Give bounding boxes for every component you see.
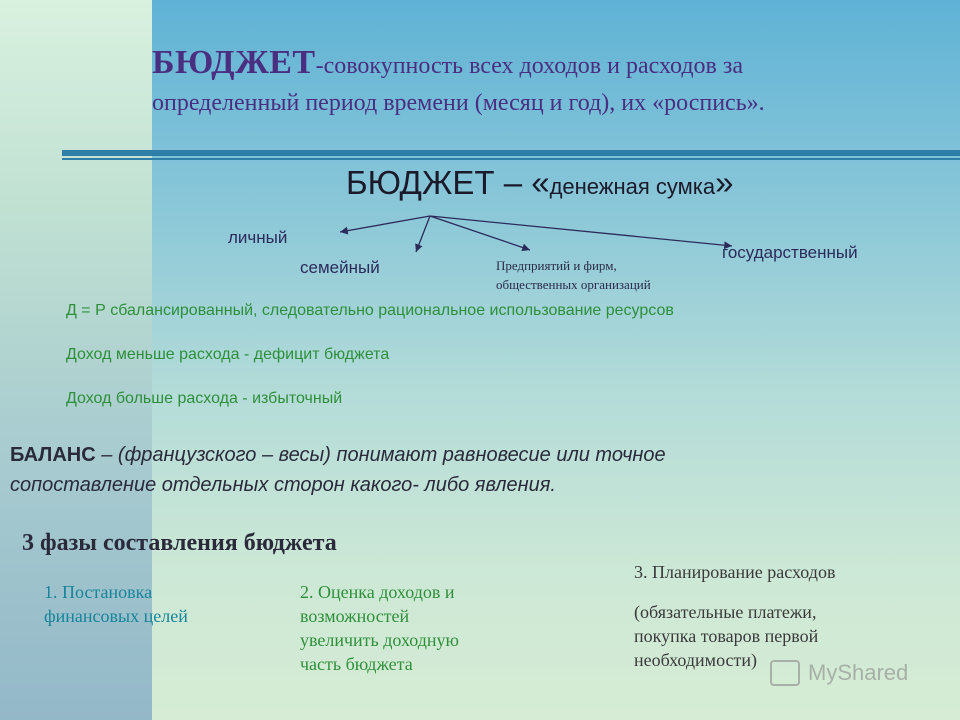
branch-enterprise (496, 256, 651, 294)
balance-origin: (французского – весы) (117, 444, 331, 466)
balance-term: БАЛАНС (10, 444, 96, 466)
balance-dash: – (95, 444, 118, 466)
phase-2-l4: часть бюджета (300, 654, 413, 674)
branch-enterprise-l1: Предприятий и фирм, (496, 258, 617, 273)
balance-text2: сопоставление отдельных сторон какого- либо явления. (10, 474, 556, 496)
balance-definition (10, 440, 950, 500)
subtitle-close: » (715, 164, 734, 201)
watermark (770, 660, 908, 686)
subtitle-main: БЮДЖЕТ – « (346, 164, 550, 201)
phase-1-l2: финансовых целей (44, 606, 188, 626)
phase-3-l3: необходимости) (634, 650, 758, 670)
phase-2 (300, 580, 459, 676)
balance-case-1: Д = Р сбалансированный, следовательно рациональное использование ресурсов (66, 302, 674, 319)
title-rest: -совокупность всех доходов и расходов за (315, 53, 744, 79)
subtitle-quote: денежная сумка (549, 174, 716, 199)
title-line2: определенный период времени (месяц и год), их «роспись». (152, 90, 765, 116)
branch-personal: личный (228, 228, 288, 247)
phase-3-l2: покупка товаров первой (634, 626, 819, 646)
branch-enterprise-l2: общественных организаций (496, 277, 651, 292)
phase-1 (44, 580, 188, 628)
phase-2-l2: возможностей (300, 606, 410, 626)
balance-case-3: Доход больше расхода - избыточный (66, 390, 343, 407)
phase-2-l1: 2. Оценка доходов и (300, 582, 455, 602)
watermark-text: MyShared (808, 660, 909, 685)
title-word: БЮДЖЕТ (152, 44, 316, 81)
arrow-to-personal (340, 216, 430, 232)
phase-3-l1: (обязательные платежи, (634, 602, 817, 622)
phases-title: 3 фазы составления бюджета (22, 530, 337, 556)
phase-3-title: 3. Планирование расходов (634, 562, 836, 582)
branch-state: государственный (722, 243, 858, 262)
balance-text1: понимают равновесие или точное (330, 444, 666, 466)
branch-family: семейный (300, 258, 380, 277)
phase-1-l1: 1. Постановка (44, 582, 153, 602)
arrow-to-family (416, 216, 430, 252)
balance-case-2: Доход меньше расхода - дефицит бюджета (66, 346, 390, 363)
watermark-logo-icon (770, 660, 800, 686)
phase-2-l3: увеличить доходную (300, 630, 460, 650)
